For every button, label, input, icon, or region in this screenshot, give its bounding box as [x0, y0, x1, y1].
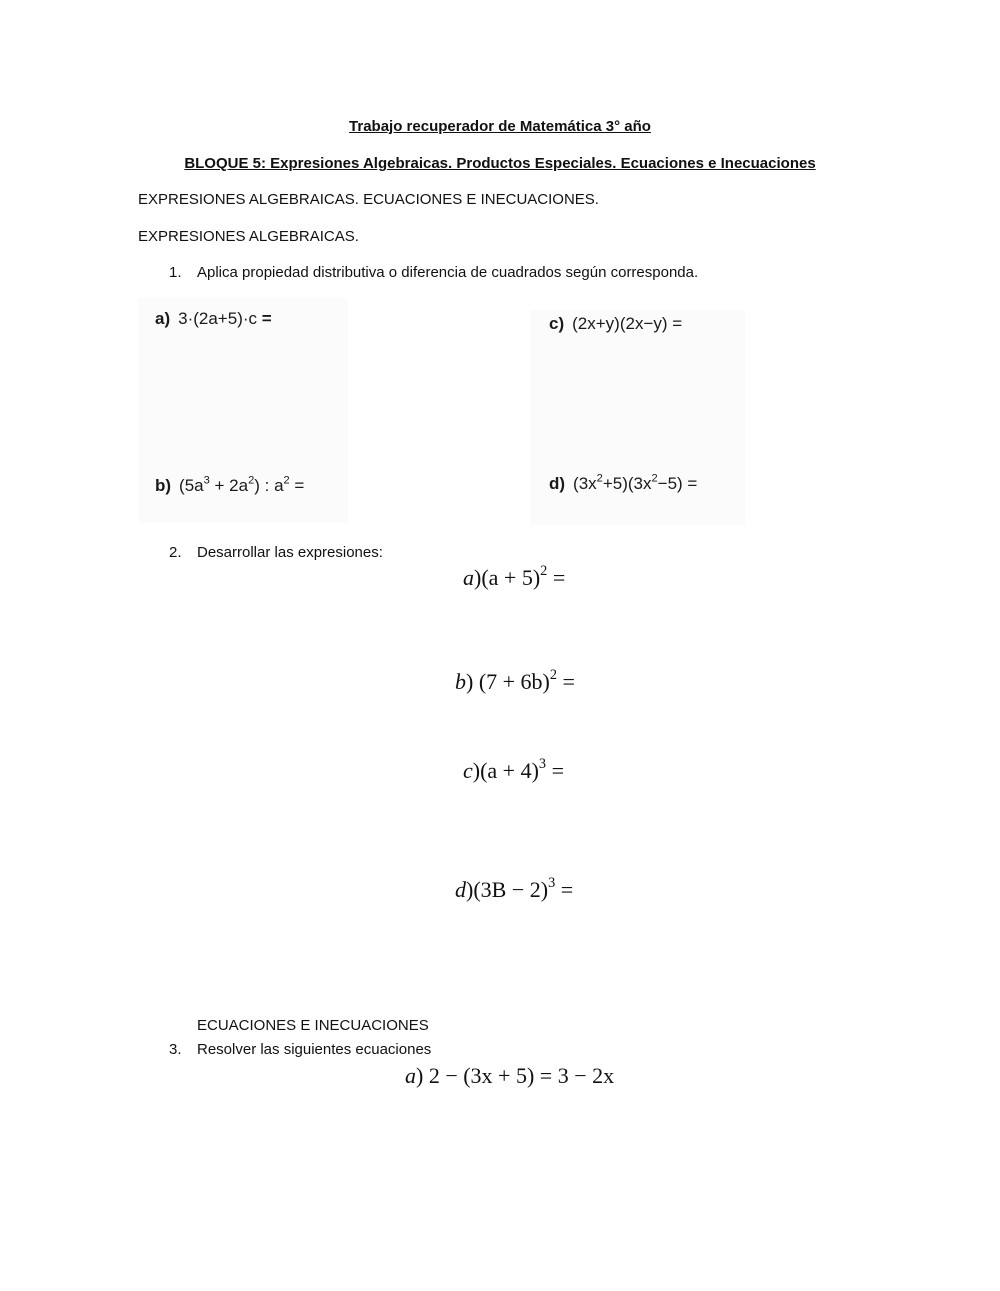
question-2-number: 2.	[169, 544, 182, 561]
question-3-text: Resolver las siguientes ecuaciones	[197, 1041, 432, 1058]
section-heading-main: EXPRESIONES ALGEBRAICAS. ECUACIONES E INECUACIONES.	[138, 191, 599, 208]
q2-item-d: $d)(3B - 2)^3$ =	[455, 875, 574, 902]
q1-item-c: c) (2x+y)(2x−y) =	[549, 314, 683, 333]
question-1	[169, 264, 869, 284]
question-1-number: 1.	[169, 264, 182, 281]
q3-item-a: a) 2 − (3x + 5) = 3 − 2x	[405, 1063, 615, 1088]
question-2	[169, 544, 569, 564]
q2-item-a: $a)(a + 5)^2$ =	[463, 563, 566, 590]
document-title: Trabajo recuperador de Matemática 3° año	[349, 118, 651, 135]
section-heading-algebraic: EXPRESIONES ALGEBRAICAS.	[138, 228, 359, 245]
question-2-text: Desarrollar las expresiones:	[197, 544, 383, 561]
section-heading-equations: ECUACIONES E INECUACIONES	[197, 1017, 429, 1034]
question-3-number: 3.	[169, 1041, 182, 1058]
block-subtitle: BLOQUE 5: Expresiones Algebraicas. Productos Especiales. Ecuaciones e Inecuaciones	[184, 155, 816, 172]
q1-item-b: b) $(5a^3 + 2a^2)$ : $a^2$ =	[155, 474, 305, 495]
question-3	[169, 1041, 569, 1061]
q2-item-c: $c)(a + 4)^3$ =	[463, 756, 564, 783]
q2-item-b: b) $(7 + 6b)^2$ =	[455, 667, 575, 694]
q1-item-a: a) 3·(2a+5)·c =	[155, 309, 272, 328]
question-1-text: Aplica propiedad distributiva o diferencia de cuadrados según corresponda.	[197, 264, 699, 281]
q1-item-d: d) $(3x^2+5)(3x^2-5)$ =	[549, 472, 698, 493]
